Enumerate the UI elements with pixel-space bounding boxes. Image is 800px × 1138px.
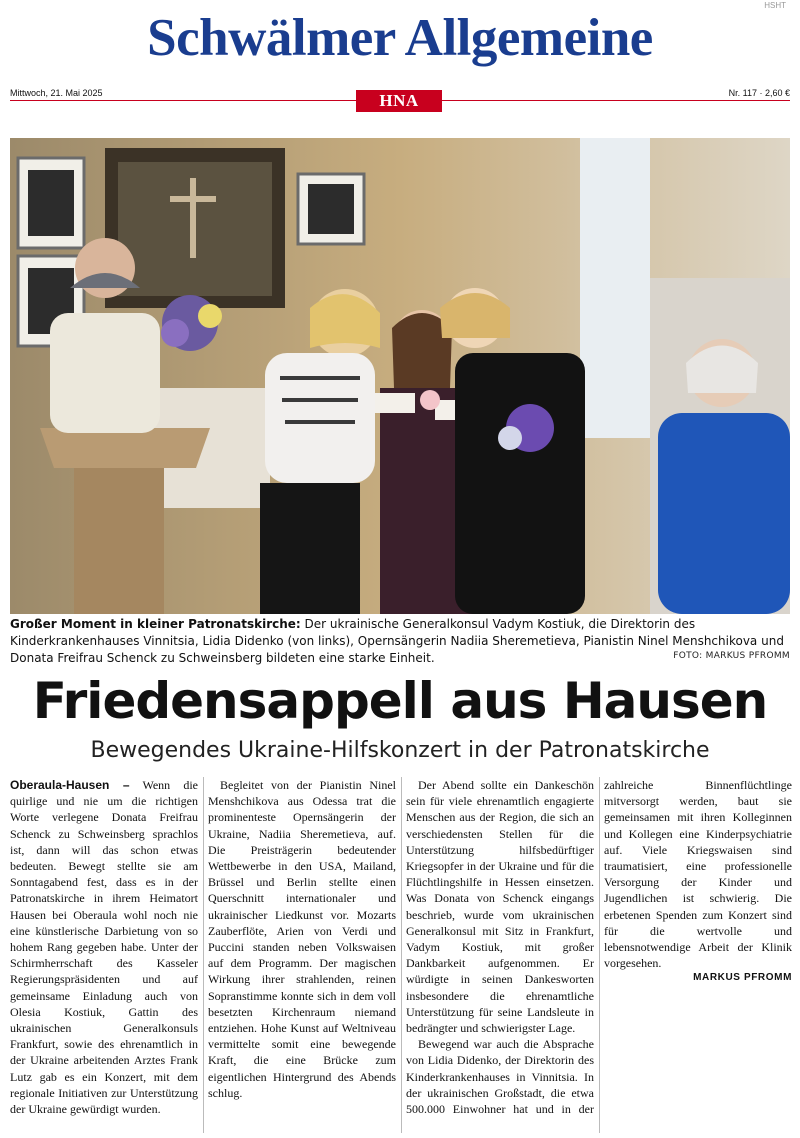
subheadline: Bewegendes Ukraine-Hilfskonzert in der Patronatskirche (90, 738, 710, 763)
article-paragraph: Der Abend sollte ein Dankeschön sein für viele ehrenamtlich engagierte Menschen aus der Region, die sich an verschiedensten Stellen für die Unterstützung hilfsbedürftiger Kriegsopfer in der Ukraine und für die Flüchtlingshilfe in Hessen einsetzen. Was Donata von Schenck eingangs beschrieb, wurde vom ukrainischen Generalkonsul mit Sitz in Frankfurt, Vadym Kostiuk, mit großer Dankbarkeit aufgenommen. Er würdigte in seinen Dankesworten insbesondere die ehrenamtliche Unterstützung für seine Landsleute in bedrängter und schwierigster Lage. (406, 778, 594, 1036)
masthead (0, 0, 800, 108)
author-byline: MARKUS PFROMM (693, 972, 792, 984)
paragraph-text: Wenn die quirlige und nie um die richtigen Worte verlegene Donata Freifrau Schenck zu Schweinsberg sprachlos ist, dann will das schon etwas bedeuten. Bewegt stellte sie am Sonntagabend fest, dass es in der Patronatskirche in ihrem Heimatort Hausen bei Oberaula wohl noch nie eine künstlerische Darbietung von so hohem Rang gegeben habe. Unter der Schirmherrschaft des Kasseler Regierungspräsidenten und auf gemeinsame Einladung auch von Olesia Kostiuk, Gattin des ukrainischen Generalkonsuls Frankfurt, sowie des ehrenamtlich in der Ukraine arbeitenden Arztes Frank Lutz gab es ein Konzert, mit dem regionale Initiativen zur Unterstützung der Ukraine gewürdigt wurden. (10, 778, 199, 1117)
newspaper-title: Schwälmer Allgemeine (147, 9, 653, 67)
hna-logo: HNA (356, 90, 442, 112)
concert-photo (10, 138, 790, 614)
issue-date: Mittwoch, 21. Mai 2025 (10, 88, 103, 98)
article-body (10, 777, 792, 1133)
article-paragraph (10, 777, 198, 1117)
article-paragraph: Bewegend war auch die Absprache von Lidia Didenko, der Direktorin des Kinderkrankenhauses in Vinnitsia. In der ukrainischen Großstadt, die etwa 500.000 Einwohner hat und in der zahlreiche Binnenflüchtlinge mitversorgt werden, baut sie gemeinsamen mit ihren Kolleginnen und Kollegen eine Kinderpsychiatrie auf. Viele Kriegswaisen sind traumatisiert, eine professionelle Versorgung der Kinder und Jugendlichen ist schwierig. Die erbetenen Spenden zum Konzert sind für die wertvolle und lebensnotwendige Arbeit der Klinik vorgesehen. (406, 778, 792, 1117)
caption-lead: Großer Moment in kleiner Patronatskirche: (10, 617, 301, 631)
corner-mark: HSHT (764, 1, 786, 10)
issue-number-price: Nr. 117 · 2,60 € (728, 88, 790, 98)
church-scene-illustration (10, 138, 790, 614)
photo-credit: FOTO: MARKUS PFROMM (673, 651, 790, 661)
article-paragraph: Begleitet von der Pianistin Ninel Menshchikova aus Odessa trat die prominenteste Opernsängerin der Ukraine, Nadiia Sheremetieva, auf. Die Preisträgerin bedeutender Wettbewerbe in den USA, Mailand, Brüssel und Berlin stellte einen Querschnitt internationaler und ukrainischer Liedkunst vor. Mozarts Zauberflöte, Arien von Verdi und Puccini standen neben Volkswaisen auf dem Programm. Der magischen Wirkung ihrer strahlenden, reinen Sopranstimme konnte sich in dem voll besetzten Kirchenraum niemand entziehen. Hohe Kunst auf Weltniveau vermittelte somit eine bewegende Kraft, die eine Brücke zum eigentlichen Hintergrund des Abends schlug. (208, 778, 396, 1100)
dateline: Oberaula-Hausen – (10, 778, 130, 792)
headline: Friedensappell aus Hausen (32, 672, 768, 730)
caption-body: Der ukrainische Generalkonsul Vadym Kostiuk, die Direktorin des Kinderkrankenhauses Vinnitsia, Lidia Didenko (von links), Opernsängerin Nadiia Sheremetieva, Pianistin Ninel Menshchikova und Donata Freifrau Schenck zu Schweinsberg bildeten eine starke Einheit. (10, 617, 784, 665)
